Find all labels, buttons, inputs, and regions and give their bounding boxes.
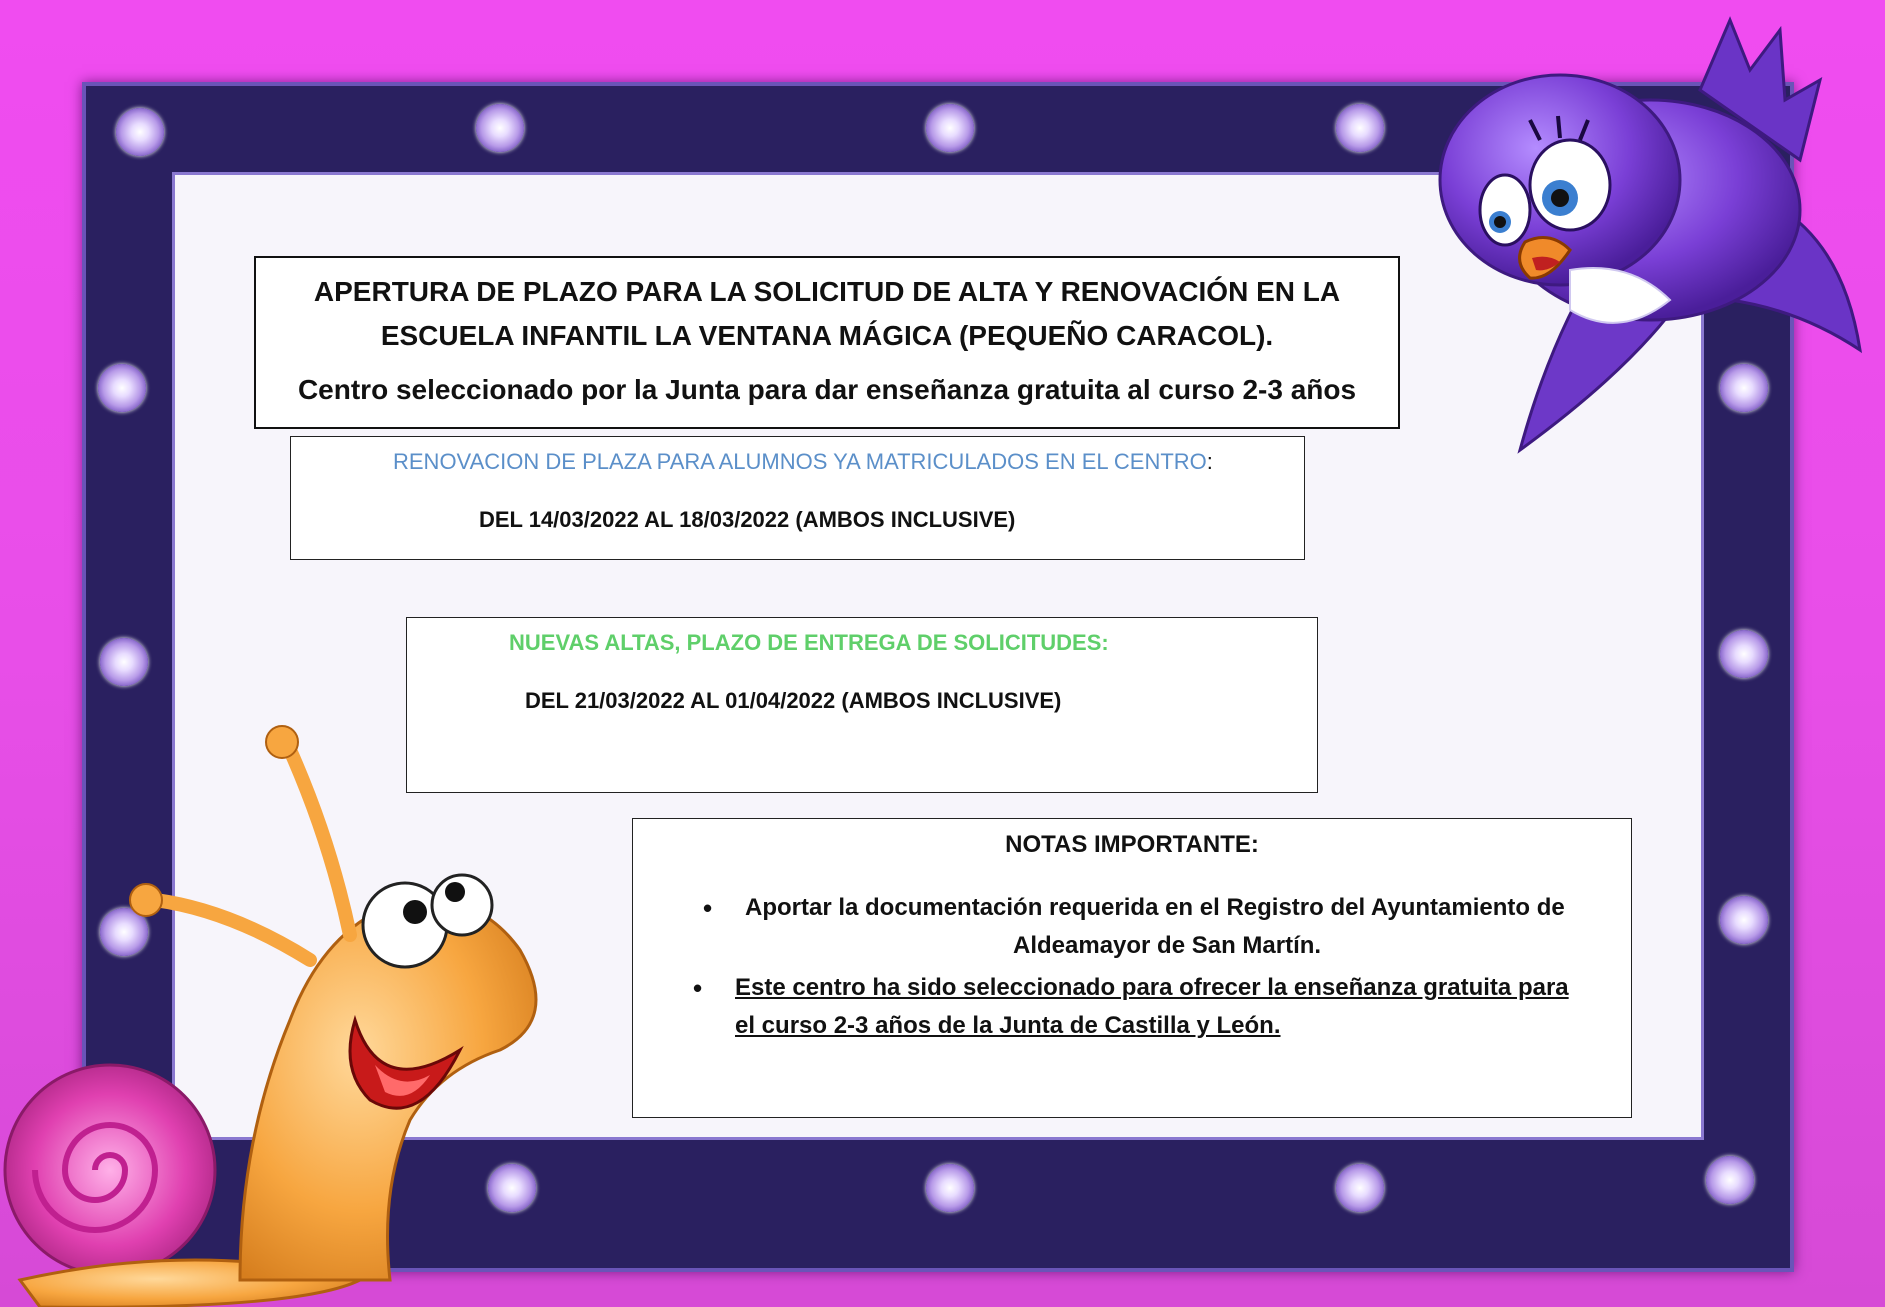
gem-icon <box>1720 896 1768 944</box>
bullet-icon: • <box>693 973 703 1003</box>
gem-icon <box>926 104 974 152</box>
title-line-2: ESCUELA INFANTIL LA VENTANA MÁGICA (PEQUEÑO CARACOL). <box>380 320 1274 351</box>
title-subtitle: Centro seleccionado por la Junta para dar enseñanza gratuita al curso 2-3 años <box>297 374 1357 405</box>
renovacion-box <box>290 436 1305 560</box>
snail-illustration <box>0 720 580 1307</box>
renovacion-dates: DEL 14/03/2022 AL 18/03/2022 (AMBOS INCLUSIVE) <box>479 507 1016 532</box>
bird-illustration <box>1400 10 1870 470</box>
notas-box <box>632 818 1632 1118</box>
notas-title: NOTAS IMPORTANTE: <box>1005 831 1259 858</box>
gem-icon <box>100 638 148 686</box>
list-item <box>633 969 1631 1049</box>
note-1-line-1: Aportar la documentación requerida en el Registro del Ayuntamiento de <box>745 894 1565 921</box>
gem-icon <box>476 104 524 152</box>
gem-icon <box>1336 1164 1384 1212</box>
gem-icon <box>98 364 146 412</box>
gem-icon <box>1336 104 1384 152</box>
note-1-line-2: Aldeamayor de San Martín. <box>1013 932 1322 959</box>
gem-icon <box>926 1164 974 1212</box>
renovacion-label: RENOVACION DE PLAZA PARA ALUMNOS YA MATRICULADOS EN EL CENTRO <box>393 449 1207 474</box>
renovacion-colon: : <box>1206 449 1213 474</box>
title-line-1: APERTURA DE PLAZO PARA LA SOLICITUD DE ALTA Y RENOVACIÓN EN LA <box>313 276 1341 307</box>
notas-list <box>633 889 1631 1049</box>
gem-icon <box>1720 630 1768 678</box>
bullet-icon: • <box>703 893 713 923</box>
gem-icon <box>1706 1156 1754 1204</box>
gem-icon <box>116 108 164 156</box>
note-2-line-1: Este centro ha sido seleccionado para ofrecer la enseñanza gratuita para <box>735 974 1569 1001</box>
list-item <box>633 889 1631 969</box>
altas-label: NUEVAS ALTAS, PLAZO DE ENTREGA DE SOLICITUDES: <box>509 630 1109 655</box>
altas-dates: DEL 21/03/2022 AL 01/04/2022 (AMBOS INCLUSIVE) <box>525 688 1062 713</box>
renovacion-heading <box>393 449 1213 475</box>
title-box <box>254 256 1400 429</box>
note-2-line-2: el curso 2-3 años de la Junta de Castilla y León. <box>735 1012 1281 1039</box>
